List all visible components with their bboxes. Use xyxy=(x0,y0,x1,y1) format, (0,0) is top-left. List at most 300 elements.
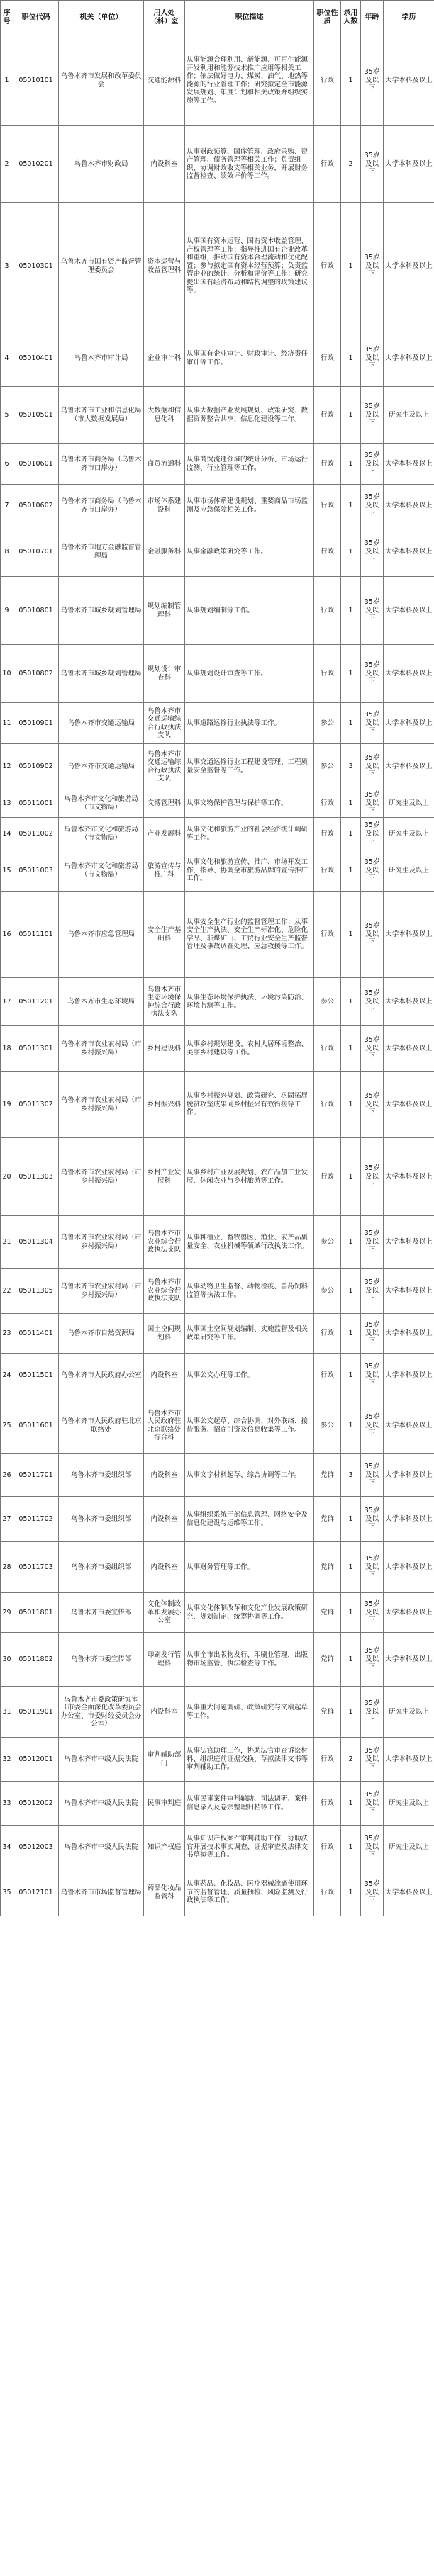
header-dept: 用人处（科）室 xyxy=(144,1,185,35)
row-index: 4 xyxy=(1,330,13,387)
row-edu: 大学本科及以上 xyxy=(384,1026,434,1072)
row-type: 参公 xyxy=(314,703,341,744)
row-org: 乌鲁木齐市自然资源局 xyxy=(59,1314,144,1354)
header-org: 机关（单位） xyxy=(59,1,144,35)
row-org: 乌鲁木齐市委宣传部 xyxy=(59,1593,144,1633)
row-type: 党群 xyxy=(314,1454,341,1497)
table-row xyxy=(1,1454,434,1497)
row-org: 乌鲁木齐市发展和改革委员会 xyxy=(59,35,144,126)
row-org: 乌鲁木齐市人民政府办公室 xyxy=(59,1354,144,1397)
row-type: 行政 xyxy=(314,203,341,330)
row-age: 35岁及以下 xyxy=(361,577,384,645)
row-desc: 从事规划设计审查等工作。 xyxy=(185,645,314,703)
row-org: 乌鲁木齐市人民政府驻北京联络处 xyxy=(59,1397,144,1454)
row-count: 1 xyxy=(341,444,361,485)
row-org: 乌鲁木齐市财政局 xyxy=(59,126,144,203)
table-row xyxy=(1,703,434,744)
row-dept: 审判辅助部门 xyxy=(144,1738,185,1782)
row-type: 行政 xyxy=(314,330,341,387)
row-code: 05011401 xyxy=(13,1314,59,1354)
row-org: 乌鲁木齐市中级人民法院 xyxy=(59,1738,144,1782)
row-index: 3 xyxy=(1,203,13,330)
row-count: 1 xyxy=(341,645,361,703)
row-type: 行政 xyxy=(314,485,341,527)
row-age: 35岁及以下 xyxy=(361,1738,384,1782)
row-index: 33 xyxy=(1,1782,13,1826)
row-desc: 从事国有企业审计、财政审计、经济责任审计等工作。 xyxy=(185,330,314,387)
row-edu: 大学本科及以上 xyxy=(384,1869,434,1916)
row-code: 05010602 xyxy=(13,485,59,527)
row-desc: 从事国土空间规划编制、实施监督及相关政策研究等工作。 xyxy=(185,1314,314,1354)
row-desc: 从事生态环境保护执法、环境污染防治、环境监测等工作。 xyxy=(185,978,314,1026)
table-row xyxy=(1,1687,434,1738)
row-edu: 大学本科及以上 xyxy=(384,485,434,527)
row-org: 乌鲁木齐市农业农村局（市乡村振兴局） xyxy=(59,1216,144,1269)
row-count: 1 xyxy=(341,485,361,527)
row-index: 8 xyxy=(1,527,13,577)
row-dept: 文博管理科 xyxy=(144,789,185,818)
row-edu: 大学本科及以上 xyxy=(384,126,434,203)
row-edu: 大学本科及以上 xyxy=(384,1269,434,1314)
row-count: 1 xyxy=(341,387,361,444)
row-org: 乌鲁木齐市委组织部 xyxy=(59,1454,144,1497)
row-age: 35岁及以下 xyxy=(361,703,384,744)
row-code: 05010101 xyxy=(13,35,59,126)
row-type: 行政 xyxy=(314,387,341,444)
row-org: 乌鲁木齐市农业农村局（市乡村振兴局） xyxy=(59,1138,144,1216)
row-age: 35岁及以下 xyxy=(361,978,384,1026)
row-age: 35岁及以下 xyxy=(361,789,384,818)
row-type: 党群 xyxy=(314,1593,341,1633)
row-age: 35岁及以下 xyxy=(361,850,384,892)
row-age: 35岁及以下 xyxy=(361,744,384,789)
row-index: 17 xyxy=(1,978,13,1026)
row-desc: 从事文物保护管理与保护等工作。 xyxy=(185,789,314,818)
row-age: 35岁及以下 xyxy=(361,1138,384,1216)
row-index: 14 xyxy=(1,818,13,850)
row-age: 35岁及以下 xyxy=(361,330,384,387)
row-index: 22 xyxy=(1,1269,13,1314)
row-count: 1 xyxy=(341,789,361,818)
row-org: 乌鲁木齐市工业和信息化局（市大数据发展局） xyxy=(59,387,144,444)
row-dept: 规划编制管理科 xyxy=(144,577,185,645)
row-count: 1 xyxy=(341,1138,361,1216)
row-type: 党群 xyxy=(314,1542,341,1593)
row-age: 35岁及以下 xyxy=(361,444,384,485)
row-count: 1 xyxy=(341,892,361,978)
row-type: 行政 xyxy=(314,1826,341,1869)
row-age: 35岁及以下 xyxy=(361,1026,384,1072)
row-count: 3 xyxy=(341,1454,361,1497)
row-edu: 大学本科及以上 xyxy=(384,744,434,789)
row-type: 行政 xyxy=(314,1314,341,1354)
row-dept: 内设科室 xyxy=(144,1497,185,1542)
row-code: 05011301 xyxy=(13,1026,59,1072)
row-dept: 药品化妆品监管科 xyxy=(144,1869,185,1916)
row-desc: 从事法官助理工作，协助法官审查诉讼材料、组织庭前证据交换、草拟法律文书等审判辅助工作。 xyxy=(185,1738,314,1782)
row-dept: 乡村产业发展科 xyxy=(144,1138,185,1216)
row-desc: 从事乡村产业发展规划、农产品加工业发展、休闲农业与乡村旅游等工作。 xyxy=(185,1138,314,1216)
row-desc: 从事乡村规划建设、农村人居环境整治、美丽乡村建设等工作。 xyxy=(185,1026,314,1072)
table-row xyxy=(1,1072,434,1138)
row-edu: 研究生及以上 xyxy=(384,1687,434,1738)
row-code: 05010601 xyxy=(13,444,59,485)
row-dept: 安全生产基础科 xyxy=(144,892,185,978)
row-desc: 从事全市出版物发行、印刷业管理，出版物市场监管、执法检查等工作。 xyxy=(185,1633,314,1687)
row-age: 35岁及以下 xyxy=(361,203,384,330)
header-code: 职位代码 xyxy=(13,1,59,35)
row-count: 1 xyxy=(341,1542,361,1593)
table-row xyxy=(1,645,434,703)
row-age: 35岁及以下 xyxy=(361,387,384,444)
row-age: 35岁及以下 xyxy=(361,1687,384,1738)
row-desc: 从事药品、化妆品、医疗器械流通使用环节的监督管理、质量抽检、风险监测及行政执法等工作。 xyxy=(185,1869,314,1916)
row-desc: 从事财务管理等工作。 xyxy=(185,1542,314,1593)
row-org: 乌鲁木齐市城乡规划管理局 xyxy=(59,577,144,645)
row-desc: 从事民事案件审判辅助、司法调研、案件信息录入及卷宗整理归档等工作。 xyxy=(185,1782,314,1826)
row-edu: 大学本科及以上 xyxy=(384,1354,434,1397)
row-dept: 内设科室 xyxy=(144,126,185,203)
row-index: 24 xyxy=(1,1354,13,1397)
row-type: 行政 xyxy=(314,35,341,126)
row-desc: 从事能源合理利用、新能源、可再生能源开发利用和能源技术推广应用等相关工作；依法做好电力、煤炭、油气、地热等能源的行业管理工作；研究拟定全市能源发展规划、年度计划和相关政策并组织实施等工作。 xyxy=(185,35,314,126)
table-row xyxy=(1,126,434,203)
row-age: 35岁及以下 xyxy=(361,892,384,978)
row-org: 乌鲁木齐市生态环境局 xyxy=(59,978,144,1026)
row-type: 党群 xyxy=(314,1687,341,1738)
row-edu: 大学本科及以上 xyxy=(384,703,434,744)
row-index: 7 xyxy=(1,485,13,527)
row-desc: 从事交通运输行业工程建设管理、工程质量安全监督等工作。 xyxy=(185,744,314,789)
row-code: 05011501 xyxy=(13,1354,59,1397)
row-desc: 从事重大问题调研、政策研究与文稿起草等工作。 xyxy=(185,1687,314,1738)
row-desc: 从事安全生产行业的监督管理工作；从事安全生产执法、安全生产标准化、危险化学品、非煤矿山、工贸行业安全生产监督管理及事故调查处理、应急救援等工作。 xyxy=(185,892,314,978)
row-desc: 从事种植业、畜牧兽医、渔业、农产品质量安全、农业机械等领域行政执法工作。 xyxy=(185,1216,314,1269)
row-code: 05010701 xyxy=(13,527,59,577)
table-row xyxy=(1,1497,434,1542)
row-count: 2 xyxy=(341,1738,361,1782)
row-index: 31 xyxy=(1,1687,13,1738)
row-index: 10 xyxy=(1,645,13,703)
row-edu: 大学本科及以上 xyxy=(384,35,434,126)
row-dept: 乌鲁木齐市农业综合行政执法支队 xyxy=(144,1269,185,1314)
row-dept: 大数据和信息化科 xyxy=(144,387,185,444)
row-type: 行政 xyxy=(314,1354,341,1397)
row-org: 乌鲁木齐市委组织部 xyxy=(59,1542,144,1593)
row-type: 行政 xyxy=(314,789,341,818)
row-code: 05011302 xyxy=(13,1072,59,1138)
row-dept: 规划设计审查科 xyxy=(144,645,185,703)
row-code: 05011304 xyxy=(13,1216,59,1269)
row-desc: 从事大数据产业发展规划、政策研究、数据资源整合共享、信息化建设等工作。 xyxy=(185,387,314,444)
table-row xyxy=(1,387,434,444)
row-code: 05012002 xyxy=(13,1782,59,1826)
row-type: 行政 xyxy=(314,645,341,703)
row-dept: 资本运营与收益管理科 xyxy=(144,203,185,330)
row-count: 1 xyxy=(341,978,361,1026)
row-age: 35岁及以下 xyxy=(361,1216,384,1269)
row-count: 2 xyxy=(341,126,361,203)
row-count: 1 xyxy=(341,1314,361,1354)
row-dept: 乌鲁木齐市人民政府驻北京联络处综合科 xyxy=(144,1397,185,1454)
row-age: 35岁及以下 xyxy=(361,1633,384,1687)
row-index: 20 xyxy=(1,1138,13,1216)
row-org: 乌鲁木齐市委政策研究室（市委全面深化改革委员会办公室、市委财经委员会办公室） xyxy=(59,1687,144,1738)
row-count: 1 xyxy=(341,330,361,387)
row-edu: 研究生及以上 xyxy=(384,850,434,892)
table-row xyxy=(1,1216,434,1269)
table-row xyxy=(1,1542,434,1593)
row-org: 乌鲁木齐市国有资产监督管理委员会 xyxy=(59,203,144,330)
row-org: 乌鲁木齐市交通运输局 xyxy=(59,703,144,744)
row-age: 35岁及以下 xyxy=(361,126,384,203)
row-desc: 从事文化和旅游宣传、推广、市场开发工作，指导、协调全市旅游品牌的宣传推广工作。 xyxy=(185,850,314,892)
row-desc: 从事组织系统干部信息管理、网络安全及信息化建设与运维等工作。 xyxy=(185,1497,314,1542)
row-edu: 大学本科及以上 xyxy=(384,1633,434,1687)
row-edu: 大学本科及以上 xyxy=(384,1397,434,1454)
row-count: 1 xyxy=(341,1026,361,1072)
row-org: 乌鲁木齐市农业农村局（市乡村振兴局） xyxy=(59,1072,144,1138)
row-index: 12 xyxy=(1,744,13,789)
row-count: 1 xyxy=(341,1687,361,1738)
row-type: 行政 xyxy=(314,527,341,577)
row-index: 21 xyxy=(1,1216,13,1269)
row-org: 乌鲁木齐市委组织部 xyxy=(59,1497,144,1542)
row-code: 05010201 xyxy=(13,126,59,203)
row-edu: 大学本科及以上 xyxy=(384,577,434,645)
row-index: 26 xyxy=(1,1454,13,1497)
table-row xyxy=(1,527,434,577)
row-age: 35岁及以下 xyxy=(361,1782,384,1826)
table-row xyxy=(1,892,434,978)
row-index: 35 xyxy=(1,1869,13,1916)
row-org: 乌鲁木齐市交通运输局 xyxy=(59,744,144,789)
row-edu: 大学本科及以上 xyxy=(384,1593,434,1633)
row-code: 05011802 xyxy=(13,1633,59,1687)
row-index: 34 xyxy=(1,1826,13,1869)
row-index: 5 xyxy=(1,387,13,444)
row-type: 行政 xyxy=(314,1072,341,1138)
row-dept: 乌鲁木齐市农业综合行政执法支队 xyxy=(144,1216,185,1269)
row-edu: 研究生及以上 xyxy=(384,387,434,444)
row-age: 35岁及以下 xyxy=(361,1397,384,1454)
row-org: 乌鲁木齐市地方金融监督管理局 xyxy=(59,527,144,577)
table-row xyxy=(1,1869,434,1916)
row-desc: 从事知识产权案件审判辅助工作，协助法官开展技术事实调查、证据审查及法律文书草拟等工作。 xyxy=(185,1826,314,1869)
row-edu: 大学本科及以上 xyxy=(384,1454,434,1497)
row-org: 乌鲁木齐市审计局 xyxy=(59,330,144,387)
row-code: 05011701 xyxy=(13,1454,59,1497)
table-row xyxy=(1,1354,434,1397)
row-count: 1 xyxy=(341,1593,361,1633)
row-code: 05010802 xyxy=(13,645,59,703)
row-org: 乌鲁木齐市文化和旅游局（市文物局） xyxy=(59,789,144,818)
table-header-row xyxy=(1,1,434,35)
row-edu: 大学本科及以上 xyxy=(384,203,434,330)
row-code: 05010801 xyxy=(13,577,59,645)
row-index: 18 xyxy=(1,1026,13,1072)
row-count: 1 xyxy=(341,1782,361,1826)
row-index: 19 xyxy=(1,1072,13,1138)
row-edu: 大学本科及以上 xyxy=(384,527,434,577)
row-org: 乌鲁木齐市文化和旅游局（市文物局） xyxy=(59,818,144,850)
row-index: 29 xyxy=(1,1593,13,1633)
row-desc: 从事文字材料起草、综合协调等工作。 xyxy=(185,1454,314,1497)
table-row xyxy=(1,35,434,126)
row-count: 1 xyxy=(341,1497,361,1542)
row-index: 1 xyxy=(1,35,13,126)
row-age: 35岁及以下 xyxy=(361,1269,384,1314)
row-age: 35岁及以下 xyxy=(361,818,384,850)
row-edu: 研究生及以上 xyxy=(384,1826,434,1869)
row-dept: 民事审判庭 xyxy=(144,1782,185,1826)
row-age: 35岁及以下 xyxy=(361,1826,384,1869)
row-org: 乌鲁木齐市中级人民法院 xyxy=(59,1826,144,1869)
row-age: 35岁及以下 xyxy=(361,485,384,527)
row-age: 35岁及以下 xyxy=(361,1497,384,1542)
row-edu: 大学本科及以上 xyxy=(384,1314,434,1354)
row-index: 9 xyxy=(1,577,13,645)
row-index: 30 xyxy=(1,1633,13,1687)
row-age: 35岁及以下 xyxy=(361,1354,384,1397)
row-type: 参公 xyxy=(314,1216,341,1269)
row-code: 05012003 xyxy=(13,1826,59,1869)
row-code: 05011002 xyxy=(13,818,59,850)
row-code: 05011201 xyxy=(13,978,59,1026)
table-row xyxy=(1,577,434,645)
row-org: 乌鲁木齐市农业农村局（市乡村振兴局） xyxy=(59,1269,144,1314)
row-desc: 从事金融政策研究等工作。 xyxy=(185,527,314,577)
row-dept: 内设科室 xyxy=(144,1542,185,1593)
row-dept: 内设科室 xyxy=(144,1454,185,1497)
row-code: 05011703 xyxy=(13,1542,59,1593)
row-index: 32 xyxy=(1,1738,13,1782)
table-row xyxy=(1,1397,434,1454)
row-type: 参公 xyxy=(314,1397,341,1454)
row-count: 1 xyxy=(341,818,361,850)
row-type: 行政 xyxy=(314,577,341,645)
row-type: 行政 xyxy=(314,1026,341,1072)
row-edu: 研究生及以上 xyxy=(384,818,434,850)
header-count: 录用人数 xyxy=(341,1,361,35)
row-code: 05011901 xyxy=(13,1687,59,1738)
row-age: 35岁及以下 xyxy=(361,645,384,703)
row-code: 05011801 xyxy=(13,1593,59,1633)
row-org: 乌鲁木齐市农业农村局（市乡村振兴局） xyxy=(59,1026,144,1072)
table-row xyxy=(1,1269,434,1314)
row-org: 乌鲁木齐市委宣传部 xyxy=(59,1633,144,1687)
row-desc: 从事文化体制改革和文化产业发展政策研究、规划制定、统筹协调等工作。 xyxy=(185,1593,314,1633)
row-index: 2 xyxy=(1,126,13,203)
row-age: 35岁及以下 xyxy=(361,1454,384,1497)
row-desc: 从事国有资本运营、国有资本收益管理、产权管理等工作；指导推进国有企业改革和重组，推动国有资本合理流动和优化配置；参与拟定国有资本经营预算；负责监管企业的统计、分析和评价等工作；研究提出国有经济布局和结构调整的政策建议等。 xyxy=(185,203,314,330)
row-dept: 商贸流通科 xyxy=(144,444,185,485)
row-index: 27 xyxy=(1,1497,13,1542)
row-dept: 文化体制改革和发展办公室 xyxy=(144,1593,185,1633)
header-desc: 职位描述 xyxy=(185,1,314,35)
table-row xyxy=(1,1314,434,1354)
row-dept: 国土空间规划科 xyxy=(144,1314,185,1354)
row-code: 05011101 xyxy=(13,892,59,978)
row-type: 行政 xyxy=(314,818,341,850)
row-dept: 产业发展科 xyxy=(144,818,185,850)
table-row xyxy=(1,203,434,330)
row-age: 35岁及以下 xyxy=(361,1869,384,1916)
row-age: 35岁及以下 xyxy=(361,1314,384,1354)
row-count: 1 xyxy=(341,1269,361,1314)
row-type: 参公 xyxy=(314,1269,341,1314)
row-desc: 从事财政预算、国库管理、政府采购、资产管理、债务管理等相关工作；负责组织、协调财政收支等相关业务，开展财务监督检查、绩效评价等工作。 xyxy=(185,126,314,203)
row-code: 05011305 xyxy=(13,1269,59,1314)
row-count: 1 xyxy=(341,35,361,126)
row-index: 11 xyxy=(1,703,13,744)
row-desc: 从事公文起草、综合协调、对外联络、接待服务、招商引资及信息收集等工作。 xyxy=(185,1397,314,1454)
row-edu: 大学本科及以上 xyxy=(384,1138,434,1216)
table-row xyxy=(1,1738,434,1782)
row-desc: 从事动物卫生监督、动物检疫、兽药饲料监管等执法工作。 xyxy=(185,1269,314,1314)
row-type: 行政 xyxy=(314,1782,341,1826)
table-row xyxy=(1,818,434,850)
header-edu: 学历 xyxy=(384,1,434,35)
table-body xyxy=(1,35,434,1916)
row-code: 05010301 xyxy=(13,203,59,330)
row-count: 1 xyxy=(341,1354,361,1397)
row-code: 05010901 xyxy=(13,703,59,744)
row-count: 1 xyxy=(341,577,361,645)
row-count: 1 xyxy=(341,850,361,892)
row-desc: 从事文化和旅游产业的社会经济统计调研等工作。 xyxy=(185,818,314,850)
row-code: 05011001 xyxy=(13,789,59,818)
row-org: 乌鲁木齐市商务局（乌鲁木齐市口岸办） xyxy=(59,444,144,485)
row-org: 乌鲁木齐市市场监督管理局 xyxy=(59,1869,144,1916)
row-count: 1 xyxy=(341,1216,361,1269)
row-index: 6 xyxy=(1,444,13,485)
row-index: 28 xyxy=(1,1542,13,1593)
row-edu: 研究生及以上 xyxy=(384,1782,434,1826)
row-count: 1 xyxy=(341,1397,361,1454)
row-age: 35岁及以下 xyxy=(361,527,384,577)
row-type: 行政 xyxy=(314,444,341,485)
row-edu: 大学本科及以上 xyxy=(384,1738,434,1782)
row-type: 行政 xyxy=(314,892,341,978)
table-row xyxy=(1,850,434,892)
row-org: 乌鲁木齐市商务局（乌鲁木齐市口岸办） xyxy=(59,485,144,527)
row-type: 行政 xyxy=(314,126,341,203)
row-count: 1 xyxy=(341,703,361,744)
row-type: 参公 xyxy=(314,744,341,789)
table-row xyxy=(1,1026,434,1072)
row-index: 23 xyxy=(1,1314,13,1354)
table-row xyxy=(1,1782,434,1826)
row-desc: 从事道路运输行业执法等工作。 xyxy=(185,703,314,744)
row-code: 05011303 xyxy=(13,1138,59,1216)
row-org: 乌鲁木齐市文化和旅游局（市文物局） xyxy=(59,850,144,892)
row-count: 1 xyxy=(341,203,361,330)
row-code: 05012101 xyxy=(13,1869,59,1916)
row-type: 党群 xyxy=(314,1633,341,1687)
row-age: 35岁及以下 xyxy=(361,1072,384,1138)
row-dept: 印刷发行管理科 xyxy=(144,1633,185,1687)
row-dept: 交通能源科 xyxy=(144,35,185,126)
table-row xyxy=(1,1138,434,1216)
row-dept: 乌鲁木齐市生态环境保护综合行政执法支队 xyxy=(144,978,185,1026)
row-type: 行政 xyxy=(314,1738,341,1782)
row-index: 15 xyxy=(1,850,13,892)
row-age: 35岁及以下 xyxy=(361,1542,384,1593)
row-count: 1 xyxy=(341,1072,361,1138)
row-index: 16 xyxy=(1,892,13,978)
row-edu: 大学本科及以上 xyxy=(384,444,434,485)
